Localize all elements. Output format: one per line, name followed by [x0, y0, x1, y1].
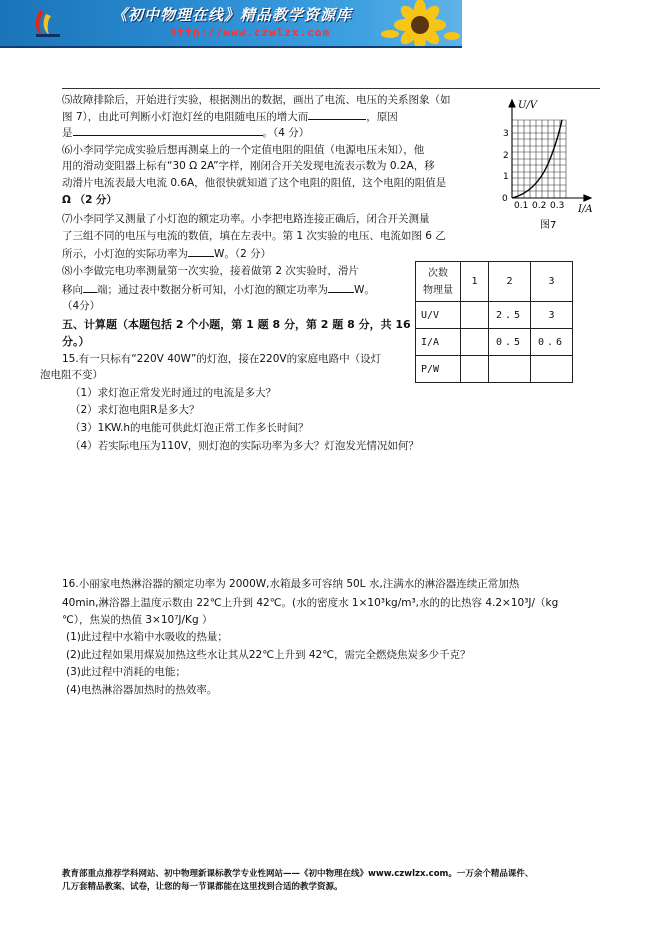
- graph-ytick-2: 2: [503, 151, 509, 161]
- q8-blank-rated-power[interactable]: [328, 282, 354, 293]
- table-cell: U/V: [416, 302, 461, 329]
- graph-caption: 图7: [540, 220, 557, 231]
- q16-stem-cont2: ℃），焦炭的热值 3×10⁷J/Kg ）: [62, 614, 213, 626]
- graph-xlabel: I/A: [578, 204, 593, 215]
- q15-stem: 15.有一只标有“220V 40W”的灯泡，接在220V的家庭电路中（设灯: [62, 353, 382, 365]
- q7-line2: 了三组不同的电压与电流的数值，填在左表中。第 1 次实验的电压、电流如图 6 乙: [62, 230, 446, 242]
- table-header-cell: 次数 物理量: [416, 262, 461, 302]
- q8-line1: ⑻小李做完电功率测量第一次实验，接着做第 2 次实验时，滑片: [62, 265, 359, 277]
- q15-sub3: （3）1KW.h的电能可供此灯泡正常工作多长时间？: [70, 422, 309, 434]
- footer-line2: 几万套精品教案、试卷，让您的每一节课都能在这里找到合适的教学资源。: [62, 882, 343, 892]
- q16-sub3: (3)此过程中消耗的电能；: [66, 666, 186, 678]
- site-banner: [0, 0, 462, 48]
- measurement-table: [415, 261, 573, 383]
- graph-ytick-3: 3: [503, 129, 509, 139]
- q5-blank-trend[interactable]: [308, 109, 366, 120]
- q5-line2-tail: ，原因: [366, 111, 398, 123]
- section5-heading-cont: 分。）: [62, 335, 90, 348]
- q6-line4: Ω （2 分）: [62, 194, 118, 206]
- iv-graph: [488, 98, 596, 238]
- q5-line3-tail: 。（4 分）: [262, 127, 310, 139]
- q16-sub4: (4)电热淋浴器加热时的热效率。: [66, 684, 218, 696]
- graph-grid: [512, 120, 566, 198]
- table-row: [416, 302, 573, 329]
- table-cell[interactable]: [531, 356, 573, 383]
- graph-xtick-3: 0.3: [550, 201, 565, 211]
- q8-line2-text: 移向: [62, 284, 83, 296]
- q6-line1: ⑹小李同学完成实验后想再测桌上的一个定值电阻的阻值（电源电压未知），他: [62, 144, 425, 156]
- table-cell[interactable]: [461, 356, 489, 383]
- graph-xtick-2: 0.2: [532, 201, 547, 211]
- q8-line2-tail: W。: [354, 284, 375, 296]
- q6-line2: 用的滑动变阻器上标有“30 Ω 2A”字样，刚闭合开关发现电流表示数为 0.2A，移: [62, 160, 435, 172]
- q8-line2: [62, 282, 375, 297]
- table-cell: 0.6: [531, 329, 573, 356]
- q8-blank-end[interactable]: [83, 282, 97, 293]
- logo-icon: [30, 6, 64, 40]
- graph-xtick-1: 0.1: [514, 201, 529, 211]
- q16-sub1: (1)此过程中水箱中水吸收的热量；: [66, 631, 228, 643]
- q16-sub2: (2)此过程如果用煤炭加热这些水让其从22℃上升到 42℃，需完全燃烧焦炭多少千克？: [66, 649, 471, 661]
- table-cell: 3: [531, 302, 573, 329]
- banner-title: 《初中物理在线》精品教学资源库: [112, 6, 353, 24]
- q15-sub4: （4）若实际电压为110V，则灯泡的实际功率为多大？灯泡发光情况如何？: [70, 440, 419, 452]
- sunflower-icon: [378, 0, 462, 46]
- table-cell: I/A: [416, 329, 461, 356]
- table-cell[interactable]: [461, 329, 489, 356]
- q7-line3-tail: W。（2 分）: [214, 248, 272, 260]
- q5-line2: [62, 109, 398, 124]
- table-cell: P/W: [416, 356, 461, 383]
- q6-line3: 动滑片电流表最大电流 0.6A，他很快就知道了这个电阻的阻值，这个电阻的阻值是: [62, 177, 447, 189]
- table-cell[interactable]: [461, 302, 489, 329]
- q15-sub2: （2）求灯泡电阻R是多大？: [70, 404, 200, 416]
- q5-line1: ⑸故障排除后，开始进行实验，根据测出的数据，画出了电流、电压的关系图象（如: [62, 94, 451, 106]
- table-row: [416, 356, 573, 383]
- q7-line3-text: 所示，小灯泡的实际功率为: [62, 248, 188, 260]
- q16-stem: 16.小丽家电热淋浴器的额定功率为 2000W,水箱最多可容纳 50L 水,注满水的淋浴器连续正常加热: [62, 578, 520, 590]
- table-cell: 0.5: [489, 329, 531, 356]
- graph-ylabel: U/V: [518, 100, 538, 111]
- q5-line3: [62, 125, 309, 140]
- graph-origin: 0: [502, 194, 508, 204]
- table-header-cell: 2: [489, 262, 531, 302]
- table-header-cell: 1: [461, 262, 489, 302]
- q8-line2-mid: 端；通过表中数据分析可知，小灯泡的额定功率为: [97, 284, 328, 296]
- graph-ytick-1: 1: [503, 172, 509, 182]
- q7-blank-power[interactable]: [188, 246, 214, 257]
- q16-stem-cont: 40min,淋浴器上温度示数由 22℃上升到 42℃。(水的密度水 1×10³kg/m³,水的的比热容 4.2×10³J/（kg: [62, 597, 559, 609]
- q5-blank-reason[interactable]: [73, 125, 263, 136]
- q5-line2-text: 图 7），由此可判断小灯泡灯丝的电阻随电压的增大而: [62, 111, 309, 123]
- footer-line1: 教育部重点推荐学科网站、初中物理新课标教学专业性网站——《初中物理在线》www.czwlzx.com。一万余个精品课件、: [62, 869, 534, 879]
- table-cell[interactable]: [489, 356, 531, 383]
- section5-heading: 五、计算题（本题包括 2 个小题，第 1 题 8 分，第 2 题 8 分，共 16: [62, 318, 411, 331]
- q15-sub1: （1）求灯泡正常发光时通过的电流是多大？: [70, 387, 277, 399]
- q15-stem-cont: 泡电阻不变）: [40, 369, 103, 381]
- q7-line1: ⑺小李同学又测量了小灯泡的额定功率。小李把电路连接正确后，闭合开关测量: [62, 213, 430, 225]
- graph-axes: [509, 100, 591, 201]
- table-header-cell: 3: [531, 262, 573, 302]
- banner-url[interactable]: http://www.czwlzx.com: [170, 26, 331, 39]
- q7-line3: [62, 246, 271, 261]
- table-cell: 2.5: [489, 302, 531, 329]
- q8-line3: （4分）: [62, 300, 101, 312]
- table-header-row: [416, 262, 573, 302]
- table-row: [416, 329, 573, 356]
- q5-line3-text: 是: [62, 127, 73, 139]
- header-rule: [62, 88, 600, 89]
